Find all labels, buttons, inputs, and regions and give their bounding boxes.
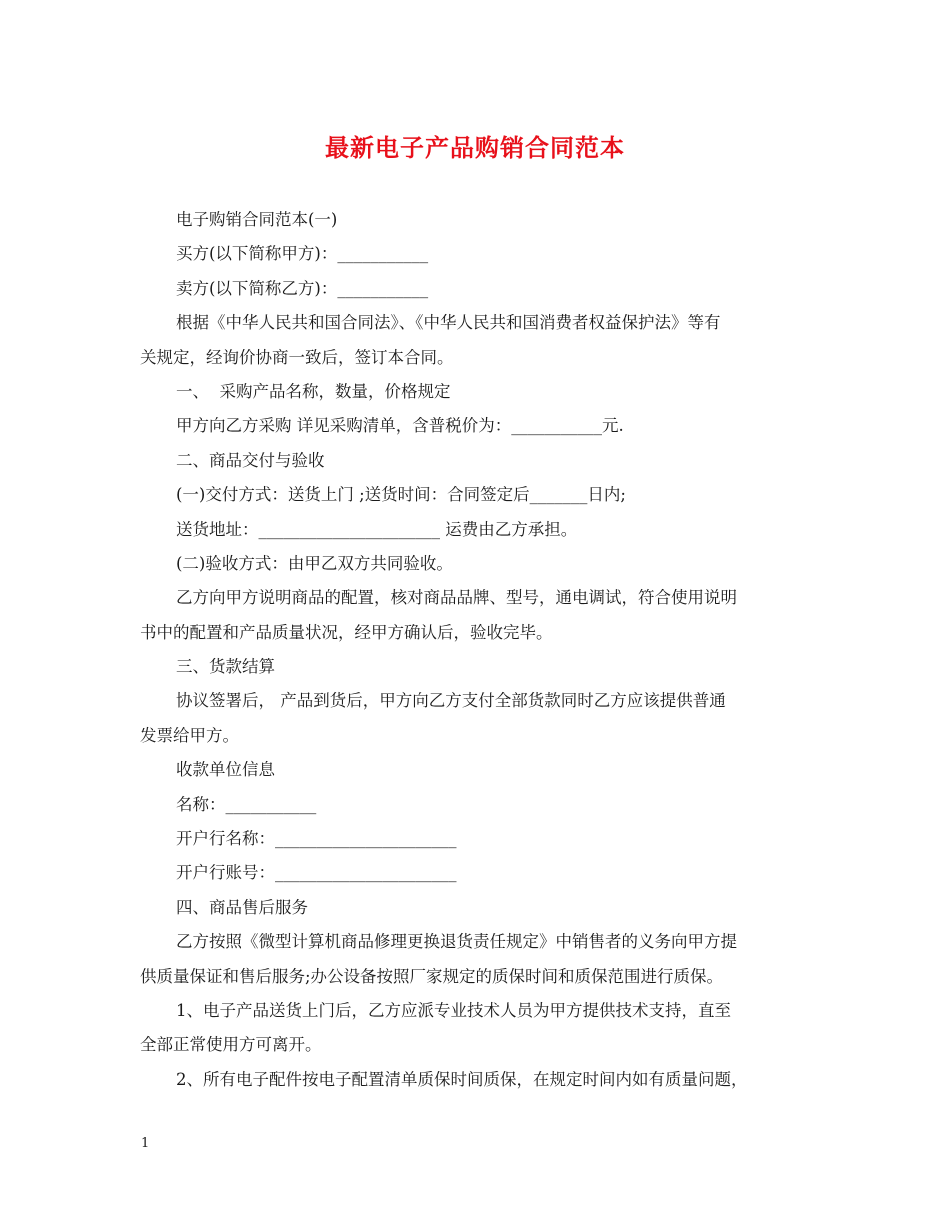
paragraph-line: 名称：___________ bbox=[176, 794, 317, 814]
paragraph-line: 关规定，经询价协商一致后，签订本合同。 bbox=[140, 347, 454, 367]
paragraph-line: 买方(以下简称甲方)：___________ bbox=[176, 244, 429, 264]
paragraph-line: 乙方按照《微型计算机商品修理更换退货责任规定》中销售者的义务向甲方提 bbox=[176, 932, 737, 952]
paragraph-line: 送货地址：______________________ 运费由乙方承担。 bbox=[176, 519, 578, 539]
paragraph-line: 开户行账号：______________________ bbox=[176, 863, 457, 883]
paragraph-line: 供质量保证和售后服务;办公设备按照厂家规定的质保时间和质保范围进行质保。 bbox=[140, 966, 724, 986]
paragraph-line: (一)交付方式：送货上门 ;送货时间：合同签定后_______日内; bbox=[176, 485, 626, 505]
paragraph-line: 开户行名称：______________________ bbox=[176, 829, 457, 849]
paragraph-line: 1、电子产品送货上门后，乙方应派专业技术人员为甲方提供技术支持，直至 bbox=[176, 1000, 731, 1020]
page-number: 1 bbox=[141, 1136, 150, 1151]
section-heading: 三、货款结算 bbox=[176, 657, 275, 677]
paragraph-line: 全部正常使用方可离开。 bbox=[140, 1035, 322, 1055]
paragraph-line: 2、所有电子配件按电子配置清单质保时间质保，在规定时间内如有质量问题， bbox=[176, 1069, 748, 1089]
paragraph-line: 收款单位信息 bbox=[176, 760, 275, 780]
document-title: 最新电子产品购销合同范本 bbox=[325, 133, 625, 162]
section-heading: 四、商品售后服务 bbox=[176, 897, 308, 917]
paragraph-line: 甲方向乙方采购 详见采购清单，含普税价为：___________元. bbox=[176, 416, 624, 436]
document-body bbox=[140, 203, 820, 1097]
paragraph-line: (二)验收方式：由甲乙双方共同验收。 bbox=[176, 553, 453, 573]
paragraph-line: 发票给甲方。 bbox=[140, 725, 239, 745]
paragraph-line: 书中的配置和产品质量状况，经甲方确认后，验收完毕。 bbox=[140, 622, 553, 642]
paragraph-line: 根据《中华人民共和国合同法》、《中华人民共和国消费者权益保护法》等有 bbox=[176, 313, 721, 333]
section-heading: 二、商品交付与验收 bbox=[176, 450, 325, 470]
paragraph-line: 协议签署后， 产品到货后，甲方向乙方支付全部货款同时乙方应该提供普通 bbox=[176, 691, 726, 711]
paragraph-line: 一、 采购产品名称，数量，价格规定 bbox=[176, 381, 451, 401]
paragraph-line: 卖方(以下简称乙方)：___________ bbox=[176, 278, 429, 298]
paragraph-line: 电子购销合同范本(一) bbox=[176, 210, 338, 229]
paragraph-line: 乙方向甲方说明商品的配置，核对商品品牌、型号，通电调试，符合使用说明 bbox=[176, 588, 737, 608]
